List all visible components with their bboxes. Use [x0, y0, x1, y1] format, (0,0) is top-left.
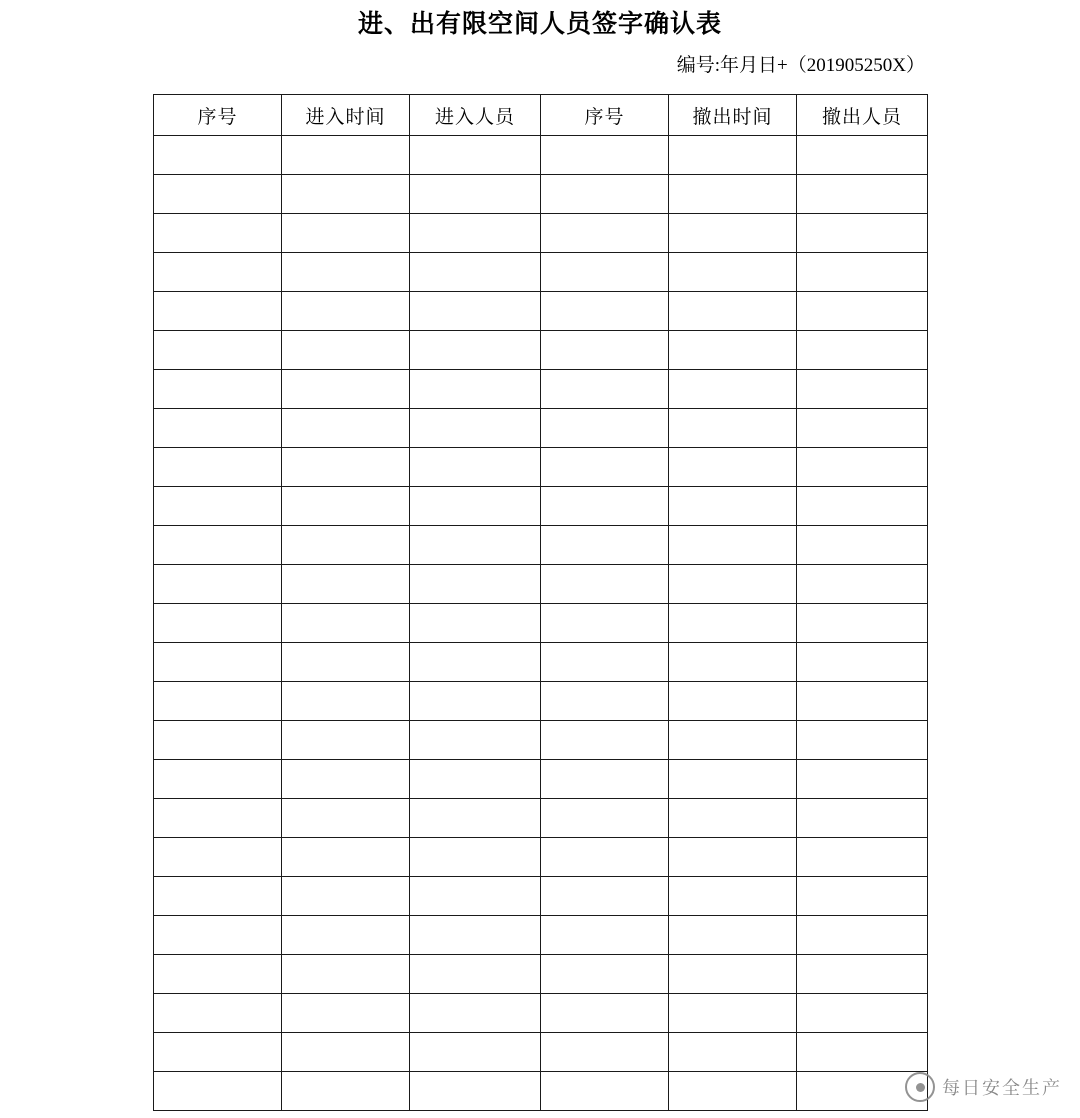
- table-row: [154, 916, 928, 955]
- table-cell[interactable]: [669, 604, 797, 643]
- table-cell[interactable]: [154, 331, 282, 370]
- table-cell[interactable]: [410, 1033, 541, 1072]
- table-cell[interactable]: [541, 643, 669, 682]
- table-cell[interactable]: [410, 838, 541, 877]
- table-cell[interactable]: [669, 565, 797, 604]
- table-cell[interactable]: [282, 370, 410, 409]
- table-cell[interactable]: [154, 487, 282, 526]
- table-cell[interactable]: [282, 1033, 410, 1072]
- table-cell[interactable]: [669, 370, 797, 409]
- column-header-exit-person: 撤出人员: [797, 95, 928, 136]
- circle-logo-icon: [905, 1072, 935, 1102]
- table-cell[interactable]: [410, 916, 541, 955]
- table-cell[interactable]: [541, 448, 669, 487]
- table-cell[interactable]: [282, 838, 410, 877]
- table-cell[interactable]: [541, 877, 669, 916]
- table-cell[interactable]: [410, 877, 541, 916]
- page-title: 进、出有限空间人员签字确认表: [357, 10, 722, 38]
- table-cell[interactable]: [797, 409, 928, 448]
- table-row: [154, 877, 928, 916]
- table-cell[interactable]: [410, 409, 541, 448]
- table-cell[interactable]: [797, 799, 928, 838]
- table-cell[interactable]: [154, 643, 282, 682]
- table-cell[interactable]: [154, 1033, 282, 1072]
- table-row: [154, 175, 928, 214]
- table-cell[interactable]: [669, 487, 797, 526]
- table-cell[interactable]: [410, 214, 541, 253]
- table-cell[interactable]: [541, 565, 669, 604]
- table-cell[interactable]: [282, 331, 410, 370]
- table-cell[interactable]: [541, 487, 669, 526]
- table-cell[interactable]: [154, 916, 282, 955]
- table-cell[interactable]: [797, 292, 928, 331]
- table-cell[interactable]: [282, 643, 410, 682]
- table-cell[interactable]: [669, 136, 797, 175]
- table-cell[interactable]: [410, 136, 541, 175]
- table-cell[interactable]: [541, 760, 669, 799]
- table-cell[interactable]: [410, 487, 541, 526]
- signoff-table-container: [153, 94, 927, 1111]
- table-cell[interactable]: [541, 916, 669, 955]
- table-row: [154, 955, 928, 994]
- table-header: [154, 95, 928, 136]
- table-row: [154, 604, 928, 643]
- table-row: [154, 565, 928, 604]
- table-cell[interactable]: [669, 682, 797, 721]
- table-cell[interactable]: [797, 760, 928, 799]
- table-row: [154, 292, 928, 331]
- table-cell[interactable]: [541, 136, 669, 175]
- table-cell[interactable]: [541, 175, 669, 214]
- table-cell[interactable]: [282, 175, 410, 214]
- table-cell[interactable]: [669, 1072, 797, 1111]
- table-cell[interactable]: [541, 1072, 669, 1111]
- table-cell[interactable]: [410, 721, 541, 760]
- table-cell[interactable]: [541, 721, 669, 760]
- table-cell[interactable]: [410, 760, 541, 799]
- table-cell[interactable]: [797, 253, 928, 292]
- table-cell[interactable]: [410, 253, 541, 292]
- table-row: [154, 526, 928, 565]
- column-header-exit-seq: 序号: [541, 95, 669, 136]
- table-row: [154, 838, 928, 877]
- table-row: [154, 760, 928, 799]
- watermark-label: 每日安全生产: [942, 1078, 1062, 1098]
- table-cell[interactable]: [797, 682, 928, 721]
- table-cell[interactable]: [410, 175, 541, 214]
- table-cell[interactable]: [282, 1072, 410, 1111]
- table-cell[interactable]: [154, 955, 282, 994]
- table-cell[interactable]: [282, 448, 410, 487]
- table-cell[interactable]: [410, 526, 541, 565]
- table-cell[interactable]: [282, 604, 410, 643]
- table-cell[interactable]: [541, 409, 669, 448]
- table-cell[interactable]: [154, 409, 282, 448]
- table-row: [154, 721, 928, 760]
- table-row: [154, 682, 928, 721]
- table-cell[interactable]: [410, 643, 541, 682]
- table-row: [154, 370, 928, 409]
- table-cell[interactable]: [154, 253, 282, 292]
- table-cell[interactable]: [282, 955, 410, 994]
- table-cell[interactable]: [154, 877, 282, 916]
- column-header-entry-time: 进入时间: [282, 95, 410, 136]
- table-row: [154, 214, 928, 253]
- column-header-entry-seq: 序号: [154, 95, 282, 136]
- table-cell[interactable]: [410, 799, 541, 838]
- table-cell[interactable]: [669, 760, 797, 799]
- table-cell[interactable]: [410, 994, 541, 1033]
- table-cell[interactable]: [541, 994, 669, 1033]
- table-cell[interactable]: [797, 994, 928, 1033]
- table-cell[interactable]: [797, 721, 928, 760]
- table-cell[interactable]: [410, 955, 541, 994]
- column-header-entry-person: 进入人员: [410, 95, 541, 136]
- table-row: [154, 994, 928, 1033]
- table-cell[interactable]: [669, 175, 797, 214]
- table-cell[interactable]: [669, 877, 797, 916]
- table-row: [154, 253, 928, 292]
- table-cell[interactable]: [410, 604, 541, 643]
- table-row: [154, 409, 928, 448]
- table-cell[interactable]: [797, 487, 928, 526]
- signoff-table: [153, 94, 928, 1111]
- table-cell[interactable]: [669, 526, 797, 565]
- table-cell[interactable]: [797, 955, 928, 994]
- table-cell[interactable]: [282, 409, 410, 448]
- table-cell[interactable]: [541, 604, 669, 643]
- table-cell[interactable]: [410, 682, 541, 721]
- table-cell[interactable]: [154, 526, 282, 565]
- table-cell[interactable]: [541, 331, 669, 370]
- table-cell[interactable]: [282, 799, 410, 838]
- table-cell[interactable]: [669, 292, 797, 331]
- table-cell[interactable]: [282, 253, 410, 292]
- table-cell[interactable]: [541, 214, 669, 253]
- table-cell[interactable]: [154, 838, 282, 877]
- column-header-exit-time: 撤出时间: [669, 95, 797, 136]
- table-cell[interactable]: [797, 838, 928, 877]
- table-cell[interactable]: [154, 721, 282, 760]
- table-cell[interactable]: [669, 721, 797, 760]
- table-cell[interactable]: [154, 1072, 282, 1111]
- table-cell[interactable]: [541, 1033, 669, 1072]
- table-cell[interactable]: [282, 136, 410, 175]
- table-cell[interactable]: [154, 370, 282, 409]
- table-cell[interactable]: [410, 292, 541, 331]
- table-cell[interactable]: [669, 643, 797, 682]
- table-cell[interactable]: [410, 448, 541, 487]
- table-header-row: [154, 95, 928, 136]
- table-cell[interactable]: [541, 292, 669, 331]
- table-cell[interactable]: [797, 136, 928, 175]
- table-cell[interactable]: [282, 877, 410, 916]
- table-cell[interactable]: [282, 214, 410, 253]
- table-cell[interactable]: [282, 565, 410, 604]
- table-cell[interactable]: [154, 565, 282, 604]
- table-cell[interactable]: [669, 955, 797, 994]
- table-row: [154, 331, 928, 370]
- table-cell[interactable]: [282, 682, 410, 721]
- table-cell[interactable]: [282, 994, 410, 1033]
- table-cell[interactable]: [541, 526, 669, 565]
- document-number: 编号:年月日+（201905250X）: [676, 55, 925, 76]
- table-cell[interactable]: [797, 916, 928, 955]
- table-cell[interactable]: [541, 370, 669, 409]
- table-row: [154, 1072, 928, 1111]
- table-cell[interactable]: [669, 409, 797, 448]
- table-cell[interactable]: [669, 799, 797, 838]
- table-cell[interactable]: [669, 331, 797, 370]
- table-cell[interactable]: [669, 214, 797, 253]
- table-cell[interactable]: [541, 253, 669, 292]
- table-cell[interactable]: [669, 448, 797, 487]
- table-cell[interactable]: [282, 760, 410, 799]
- table-cell[interactable]: [154, 448, 282, 487]
- table-cell[interactable]: [154, 994, 282, 1033]
- table-cell[interactable]: [154, 604, 282, 643]
- table-cell[interactable]: [797, 1033, 928, 1072]
- table-cell[interactable]: [154, 760, 282, 799]
- table-cell[interactable]: [282, 916, 410, 955]
- table-cell[interactable]: [410, 565, 541, 604]
- table-cell[interactable]: [154, 292, 282, 331]
- table-cell[interactable]: [541, 955, 669, 994]
- table-cell[interactable]: [282, 292, 410, 331]
- table-cell[interactable]: [797, 175, 928, 214]
- table-cell[interactable]: [410, 1072, 541, 1111]
- table-cell[interactable]: [797, 214, 928, 253]
- table-row: [154, 487, 928, 526]
- table-body: [154, 136, 928, 1111]
- table-cell[interactable]: [797, 526, 928, 565]
- table-row: [154, 1033, 928, 1072]
- table-cell[interactable]: [797, 370, 928, 409]
- table-cell[interactable]: [154, 682, 282, 721]
- table-cell[interactable]: [154, 175, 282, 214]
- table-cell[interactable]: [154, 136, 282, 175]
- table-cell[interactable]: [541, 838, 669, 877]
- table-cell[interactable]: [154, 214, 282, 253]
- table-cell[interactable]: [797, 448, 928, 487]
- table-cell[interactable]: [410, 331, 541, 370]
- watermark: [905, 1072, 1062, 1102]
- table-cell[interactable]: [669, 838, 797, 877]
- table-cell[interactable]: [282, 721, 410, 760]
- table-cell[interactable]: [797, 877, 928, 916]
- table-cell[interactable]: [797, 565, 928, 604]
- table-row: [154, 448, 928, 487]
- table-cell[interactable]: [154, 799, 282, 838]
- table-cell[interactable]: [797, 643, 928, 682]
- table-cell[interactable]: [282, 487, 410, 526]
- table-cell[interactable]: [797, 604, 928, 643]
- table-cell[interactable]: [669, 253, 797, 292]
- table-row: [154, 136, 928, 175]
- table-cell[interactable]: [797, 331, 928, 370]
- table-row: [154, 799, 928, 838]
- table-cell[interactable]: [541, 682, 669, 721]
- table-cell[interactable]: [669, 994, 797, 1033]
- table-cell[interactable]: [410, 370, 541, 409]
- table-cell[interactable]: [282, 526, 410, 565]
- table-cell[interactable]: [541, 799, 669, 838]
- table-cell[interactable]: [669, 916, 797, 955]
- table-cell[interactable]: [669, 1033, 797, 1072]
- table-row: [154, 643, 928, 682]
